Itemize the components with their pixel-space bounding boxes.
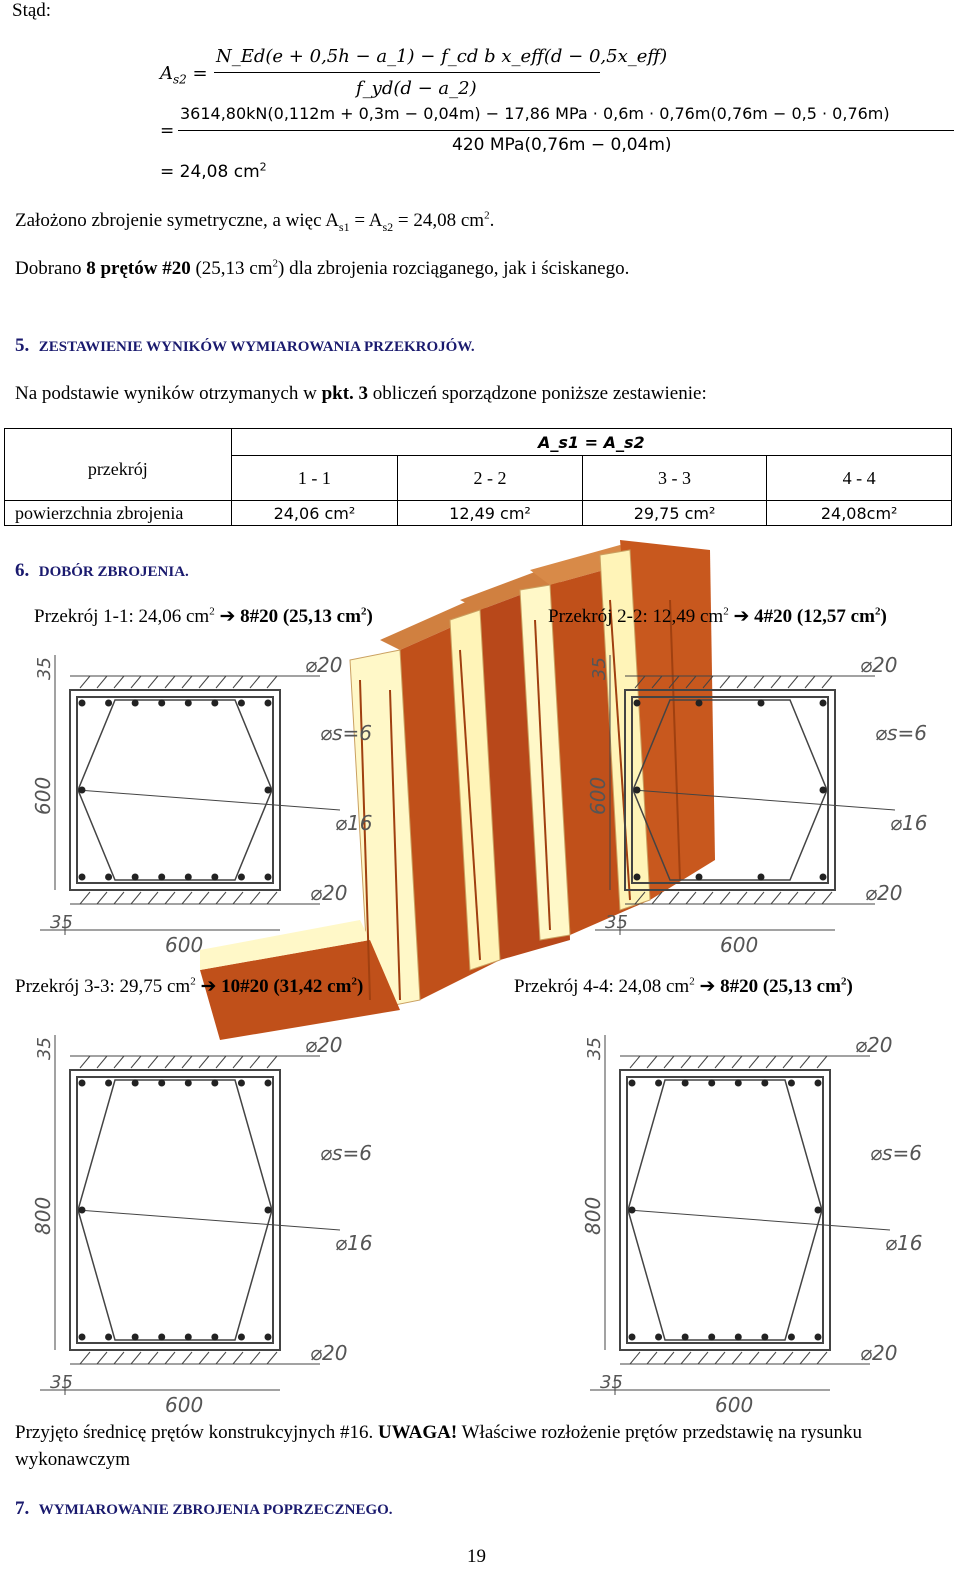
table-value-3: 29,75 cm² xyxy=(582,501,767,526)
rebar-top xyxy=(758,700,765,707)
hatch xyxy=(647,1352,657,1364)
hatch xyxy=(737,892,747,904)
section-outline xyxy=(625,690,835,890)
dim-width-label: 600 xyxy=(720,933,759,957)
rebar-bottom xyxy=(158,1334,165,1341)
leader-line xyxy=(628,1210,890,1230)
stirrup-outline xyxy=(77,697,273,883)
rebar-bottom xyxy=(132,1334,139,1341)
rebar-bottom xyxy=(696,874,703,881)
bar-bottom-label: ⌀20 xyxy=(865,881,903,905)
section-1-1-label: Przekrój 1-1: 24,06 $cm^2$ ➔ 8#20 (25,13 $cm^2$) xyxy=(34,605,373,627)
rebar-top xyxy=(158,1080,165,1087)
hatch xyxy=(233,1352,243,1364)
rebar-top xyxy=(634,700,641,707)
section-7-heading: 7. WYMIAROWANIE ZBROJENIA POPRZECZNEGO. xyxy=(15,1498,393,1519)
hatch xyxy=(114,676,124,688)
hatch xyxy=(250,676,260,688)
bar-top-label: ⌀20 xyxy=(305,1033,343,1057)
rebar-side xyxy=(79,787,86,794)
rebar-bottom xyxy=(265,874,272,881)
table-col-1-1: 1 - 1 xyxy=(231,456,398,501)
hatch xyxy=(267,1352,277,1364)
hatch xyxy=(805,676,815,688)
hatch xyxy=(788,892,798,904)
table-value-4: 24,08cm² xyxy=(767,501,952,526)
hatch xyxy=(182,1056,192,1068)
formula-lhs: $A_{s2}$ = xyxy=(160,63,208,87)
hatch xyxy=(703,676,713,688)
hatch xyxy=(817,1056,827,1068)
bar-bottom-label: ⌀20 xyxy=(860,1341,898,1365)
hatch xyxy=(754,676,764,688)
results-table xyxy=(4,428,952,526)
table-value-1: 24,06 cm² xyxy=(231,501,398,526)
rebar-top xyxy=(132,1080,139,1087)
hatch xyxy=(783,1056,793,1068)
table-col-4-4: 4 - 4 xyxy=(767,456,952,501)
hatch xyxy=(686,892,696,904)
rebar-top xyxy=(708,1080,715,1087)
rebar-top xyxy=(265,1080,272,1087)
hatch xyxy=(182,1352,192,1364)
hatch xyxy=(681,1056,691,1068)
formula-numerator-values: 3614,80kN(0,112m + 0,3m − 0,04m) − 17,86 MPa · 0,6m · 0,76m(0,76m − 0,5 · 0,76m) xyxy=(180,104,890,123)
rebar-top xyxy=(211,1080,218,1087)
hatch xyxy=(114,1056,124,1068)
hatch xyxy=(233,676,243,688)
hatch xyxy=(783,1352,793,1364)
hatch xyxy=(732,1056,742,1068)
dim-width-label: 600 xyxy=(165,933,204,957)
rebar-bottom xyxy=(758,874,765,881)
rebar-bottom xyxy=(238,1334,245,1341)
hatch xyxy=(800,1352,810,1364)
hatch xyxy=(80,676,90,688)
table-col-3-3: 3 - 3 xyxy=(582,456,767,501)
rebar-top xyxy=(265,700,272,707)
formula-fraction-line xyxy=(214,72,600,73)
hatch xyxy=(250,892,260,904)
stirrup-label: ⌀s=6 xyxy=(875,721,927,745)
rebar-top xyxy=(158,700,165,707)
rebar-bottom xyxy=(79,874,86,881)
selected-bars-text: Dobrano 8 prętów #20 (25,13 $cm^2$) dla zbrojenia rozciąganego, jak i ściskanego. xyxy=(15,257,630,279)
rebar-bottom xyxy=(265,1334,272,1341)
formula-denominator-values: 420 MPa(0,76m − 0,04m) xyxy=(452,135,672,155)
section-4-4-label: Przekrój 4-4: 24,08 $cm^2$ ➔ 8#20 (25,13 $cm^2$) xyxy=(514,975,853,997)
hatch xyxy=(250,1056,260,1068)
section-2-2-label: Przekrój 2-2: 12,49 $cm^2$ ➔ 4#20 (12,57 $cm^2$) xyxy=(548,605,887,627)
hatch xyxy=(749,1352,759,1364)
rebar-bottom xyxy=(185,1334,192,1341)
rebar-side xyxy=(79,1207,86,1214)
rebar-side xyxy=(265,787,272,794)
hatch xyxy=(788,676,798,688)
rebar-top xyxy=(238,1080,245,1087)
dim-cover-label: 35 xyxy=(34,1037,55,1060)
hatch xyxy=(635,676,645,688)
rebar-bottom xyxy=(211,1334,218,1341)
dim-cover-bottom-label: 35 xyxy=(605,912,628,933)
rebar-bottom xyxy=(788,1334,795,1341)
rebar-top xyxy=(682,1080,689,1087)
hatch xyxy=(97,676,107,688)
rebar-top xyxy=(815,1080,822,1087)
hatch xyxy=(664,1352,674,1364)
section-3-3-label: Przekrój 3-3: 29,75 $cm^2$ ➔ 10#20 (31,42 $cm^2$) xyxy=(15,975,364,997)
stirrup-label: ⌀s=6 xyxy=(870,1141,922,1165)
table-header-formula: A_s1 = A_s2 xyxy=(231,429,951,456)
hatch xyxy=(148,1352,158,1364)
hatch xyxy=(216,892,226,904)
hatch xyxy=(720,676,730,688)
rebar-top xyxy=(820,700,827,707)
drawing-section-3-3 xyxy=(20,1030,400,1417)
side-bar-label: ⌀16 xyxy=(885,1231,923,1255)
dim-cover-label: 35 xyxy=(584,1037,605,1060)
rebar-top xyxy=(696,700,703,707)
hatch xyxy=(148,892,158,904)
rebar-top xyxy=(79,700,86,707)
rebar-bottom xyxy=(238,874,245,881)
hatch xyxy=(720,892,730,904)
rebar-top xyxy=(211,700,218,707)
hatch xyxy=(737,676,747,688)
hatch xyxy=(97,1352,107,1364)
hatch xyxy=(199,676,209,688)
hatch xyxy=(165,1352,175,1364)
section-outline xyxy=(70,690,280,890)
hatch xyxy=(698,1352,708,1364)
formula-equals: = xyxy=(160,121,175,141)
hatch xyxy=(652,676,662,688)
dim-width-label: 600 xyxy=(715,1393,754,1417)
rebar-side xyxy=(265,1207,272,1214)
inner-stirrup xyxy=(78,1080,272,1340)
bar-bottom-label: ⌀20 xyxy=(310,1341,348,1365)
hatch xyxy=(216,676,226,688)
hatch xyxy=(669,676,679,688)
hatch xyxy=(80,892,90,904)
hatch xyxy=(233,1056,243,1068)
bar-top-label: ⌀20 xyxy=(305,653,343,677)
dim-cover-label: 35 xyxy=(34,657,55,680)
construction-bars-note-cont: wykonawczym xyxy=(15,1449,131,1470)
stirrup-outline xyxy=(627,1077,823,1343)
stirrup-outline xyxy=(77,1077,273,1343)
hatch xyxy=(822,676,832,688)
hatch xyxy=(635,892,645,904)
side-bar-label: ⌀16 xyxy=(335,1231,373,1255)
leader-line xyxy=(78,1210,340,1230)
rebar-bottom xyxy=(634,874,641,881)
bar-top-label: ⌀20 xyxy=(860,653,898,677)
table-value-2: 12,49 cm² xyxy=(398,501,583,526)
rebar-top xyxy=(185,700,192,707)
dim-height-label: 600 xyxy=(586,776,610,815)
hatch xyxy=(822,892,832,904)
formula-denominator: f_yd(d − a_2) xyxy=(356,78,477,99)
hatch xyxy=(80,1056,90,1068)
stirrup-outline xyxy=(632,697,828,883)
rebar-top xyxy=(238,700,245,707)
hatch xyxy=(182,892,192,904)
drawing-section-2-2 xyxy=(575,650,955,957)
rebar-bottom xyxy=(820,874,827,881)
hatch xyxy=(800,1056,810,1068)
hatch xyxy=(703,892,713,904)
rebar-top xyxy=(761,1080,768,1087)
hatch xyxy=(664,1056,674,1068)
hatch xyxy=(199,1056,209,1068)
hatch xyxy=(698,1056,708,1068)
hatch xyxy=(686,676,696,688)
rebar-bottom xyxy=(682,1334,689,1341)
section-outline xyxy=(70,1070,280,1350)
hatch xyxy=(630,1056,640,1068)
rebar-side xyxy=(629,1207,636,1214)
table-header-section: przekrój xyxy=(5,429,232,501)
rebar-top xyxy=(788,1080,795,1087)
rebar-top xyxy=(629,1080,636,1087)
rebar-bottom xyxy=(708,1334,715,1341)
leader-line xyxy=(78,790,340,810)
hatch xyxy=(131,1352,141,1364)
rebar-bottom xyxy=(158,874,165,881)
leader-line xyxy=(633,790,895,810)
stirrup-label: ⌀s=6 xyxy=(320,721,372,745)
table-col-2-2: 2 - 2 xyxy=(398,456,583,501)
section-5-heading: 5. ZESTAWIENIE WYNIKÓW WYMIAROWANIA PRZEKROJÓW. xyxy=(15,335,475,356)
construction-bars-note: Przyjęto średnicę prętów konstrukcyjnych #16. UWAGA! Właściwe rozłożenie prętów przedstawię na rysunku xyxy=(15,1422,863,1443)
hatch xyxy=(114,1352,124,1364)
hatch xyxy=(754,892,764,904)
hatch xyxy=(817,1352,827,1364)
hatch xyxy=(715,1352,725,1364)
page-number: 19 xyxy=(467,1546,486,1567)
hatch xyxy=(732,1352,742,1364)
hatch xyxy=(250,1352,260,1364)
hatch xyxy=(97,1056,107,1068)
hatch xyxy=(216,1056,226,1068)
rebar-side xyxy=(820,787,827,794)
bar-top-label: ⌀20 xyxy=(855,1033,893,1057)
drawing-section-4-4 xyxy=(570,1030,950,1417)
intro-text: Stąd: xyxy=(12,0,52,21)
table-row-label: powierzchnia zbrojenia xyxy=(5,501,232,526)
hatch xyxy=(114,892,124,904)
side-bar-label: ⌀16 xyxy=(890,811,928,835)
dim-height-label: 800 xyxy=(581,1196,605,1235)
hatch xyxy=(165,676,175,688)
rebar-top xyxy=(79,1080,86,1087)
rebar-bottom xyxy=(761,1334,768,1341)
inner-stirrup xyxy=(628,1080,822,1340)
side-bar-label: ⌀16 xyxy=(335,811,373,835)
hatch xyxy=(647,1056,657,1068)
bar-bottom-label: ⌀20 xyxy=(310,881,348,905)
hatch xyxy=(199,892,209,904)
rebar-bottom xyxy=(105,1334,112,1341)
hatch xyxy=(267,892,277,904)
hatch xyxy=(80,1352,90,1364)
rebar-top xyxy=(105,1080,112,1087)
inner-stirrup xyxy=(78,700,272,880)
hatch xyxy=(681,1352,691,1364)
formula-numerator: N_Ed(e + 0,5h − a_1) − f_cd b x_eff(d − 0,5x_eff) xyxy=(216,46,668,67)
hatch xyxy=(771,892,781,904)
hatch xyxy=(148,1056,158,1068)
rebar-bottom xyxy=(629,1334,636,1341)
hatch xyxy=(182,676,192,688)
hatch xyxy=(216,1352,226,1364)
hatch xyxy=(131,1056,141,1068)
dim-height-label: 800 xyxy=(31,1196,55,1235)
formula-result: = 24,08 $cm^2$ xyxy=(160,160,267,182)
hatch xyxy=(749,1056,759,1068)
rebar-bottom xyxy=(132,874,139,881)
hatch xyxy=(148,676,158,688)
dim-cover-bottom-label: 35 xyxy=(50,912,73,933)
rebar-side xyxy=(815,1207,822,1214)
hatch xyxy=(199,1352,209,1364)
symmetric-reinforcement-text: Założono zbrojenie symetryczne, a więc $A_{s1} = A_{s2} = 24,08$ $cm^2$. xyxy=(15,209,495,234)
rebar-top xyxy=(655,1080,662,1087)
section-outline xyxy=(620,1070,830,1350)
hatch xyxy=(771,676,781,688)
hatch xyxy=(669,892,679,904)
formula-fraction-line-2 xyxy=(178,130,954,131)
hatch xyxy=(131,676,141,688)
hatch xyxy=(715,1056,725,1068)
hatch xyxy=(630,1352,640,1364)
dim-cover-bottom-label: 35 xyxy=(600,1372,623,1393)
dim-width-label: 600 xyxy=(165,1393,204,1417)
summary-intro-text: Na podstawie wyników otrzymanych w pkt. 3 obliczeń sporządzone poniższe zestawienie: xyxy=(15,383,707,404)
hatch xyxy=(652,892,662,904)
hatch xyxy=(165,892,175,904)
rebar-bottom xyxy=(79,1334,86,1341)
rebar-top xyxy=(185,1080,192,1087)
hatch xyxy=(131,892,141,904)
rebar-bottom xyxy=(105,874,112,881)
rebar-top xyxy=(132,700,139,707)
dim-cover-bottom-label: 35 xyxy=(50,1372,73,1393)
rebar-bottom xyxy=(815,1334,822,1341)
hatch xyxy=(805,892,815,904)
rebar-top xyxy=(735,1080,742,1087)
dim-cover-label: 35 xyxy=(589,657,610,680)
inner-stirrup xyxy=(633,700,827,880)
rebar-bottom xyxy=(211,874,218,881)
stirrup-label: ⌀s=6 xyxy=(320,1141,372,1165)
hatch xyxy=(233,892,243,904)
rebar-bottom xyxy=(185,874,192,881)
rebar-bottom xyxy=(735,1334,742,1341)
hatch xyxy=(97,892,107,904)
drawing-section-1-1 xyxy=(20,650,400,957)
dim-height-label: 600 xyxy=(31,776,55,815)
section-6-heading: 6. DOBÓR ZBROJENIA. xyxy=(15,560,189,581)
hatch xyxy=(267,1056,277,1068)
hatch xyxy=(766,1056,776,1068)
rebar-top xyxy=(105,700,112,707)
hatch xyxy=(267,676,277,688)
rebar-side xyxy=(634,787,641,794)
hatch xyxy=(766,1352,776,1364)
hatch xyxy=(165,1056,175,1068)
rebar-bottom xyxy=(655,1334,662,1341)
